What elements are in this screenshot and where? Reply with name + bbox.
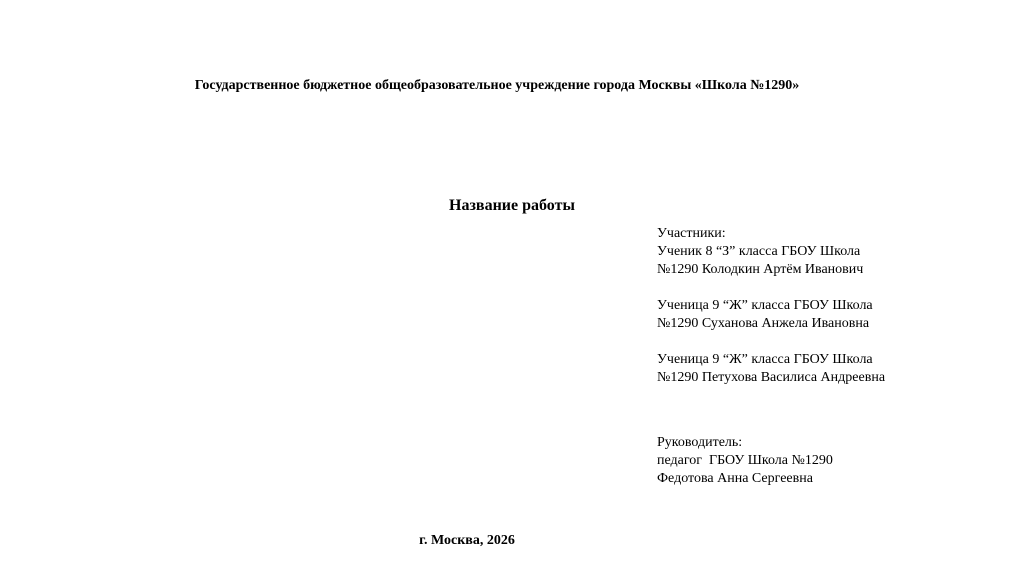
spacer xyxy=(657,279,885,297)
participant-3-line-1: Ученица 9 “Ж” класса ГБОУ Школа xyxy=(657,352,873,367)
participant-3-line-2: №1290 Петухова Василиса Андреевна xyxy=(657,370,886,385)
supervisor-position: педагог ГБОУ Школа №1290 xyxy=(657,453,833,468)
participants-heading: Участники: xyxy=(657,226,726,241)
work-title: Название работы xyxy=(449,197,575,214)
participant-2-line-2: №1290 Суханова Анжела Ивановна xyxy=(657,316,870,331)
participant-2-line-1: Ученица 9 “Ж” класса ГБОУ Школа xyxy=(657,298,873,313)
spacer xyxy=(657,333,885,351)
supervisor-heading: Руководитель: xyxy=(657,435,743,450)
participants-block xyxy=(657,225,885,387)
participant-1-line-1: Ученик 8 “З” класса ГБОУ Школа xyxy=(657,244,861,259)
institution-name: Государственное бюджетное общеобразовательное учреждение города Москвы «Школа №1290» xyxy=(194,78,800,93)
participant-1-line-2: №1290 Колодкин Артём Иванович xyxy=(657,262,864,277)
supervisor-block xyxy=(657,434,833,488)
city-year: г. Москва, 2026 xyxy=(419,533,515,548)
supervisor-name: Федотова Анна Сергеевна xyxy=(657,471,813,486)
